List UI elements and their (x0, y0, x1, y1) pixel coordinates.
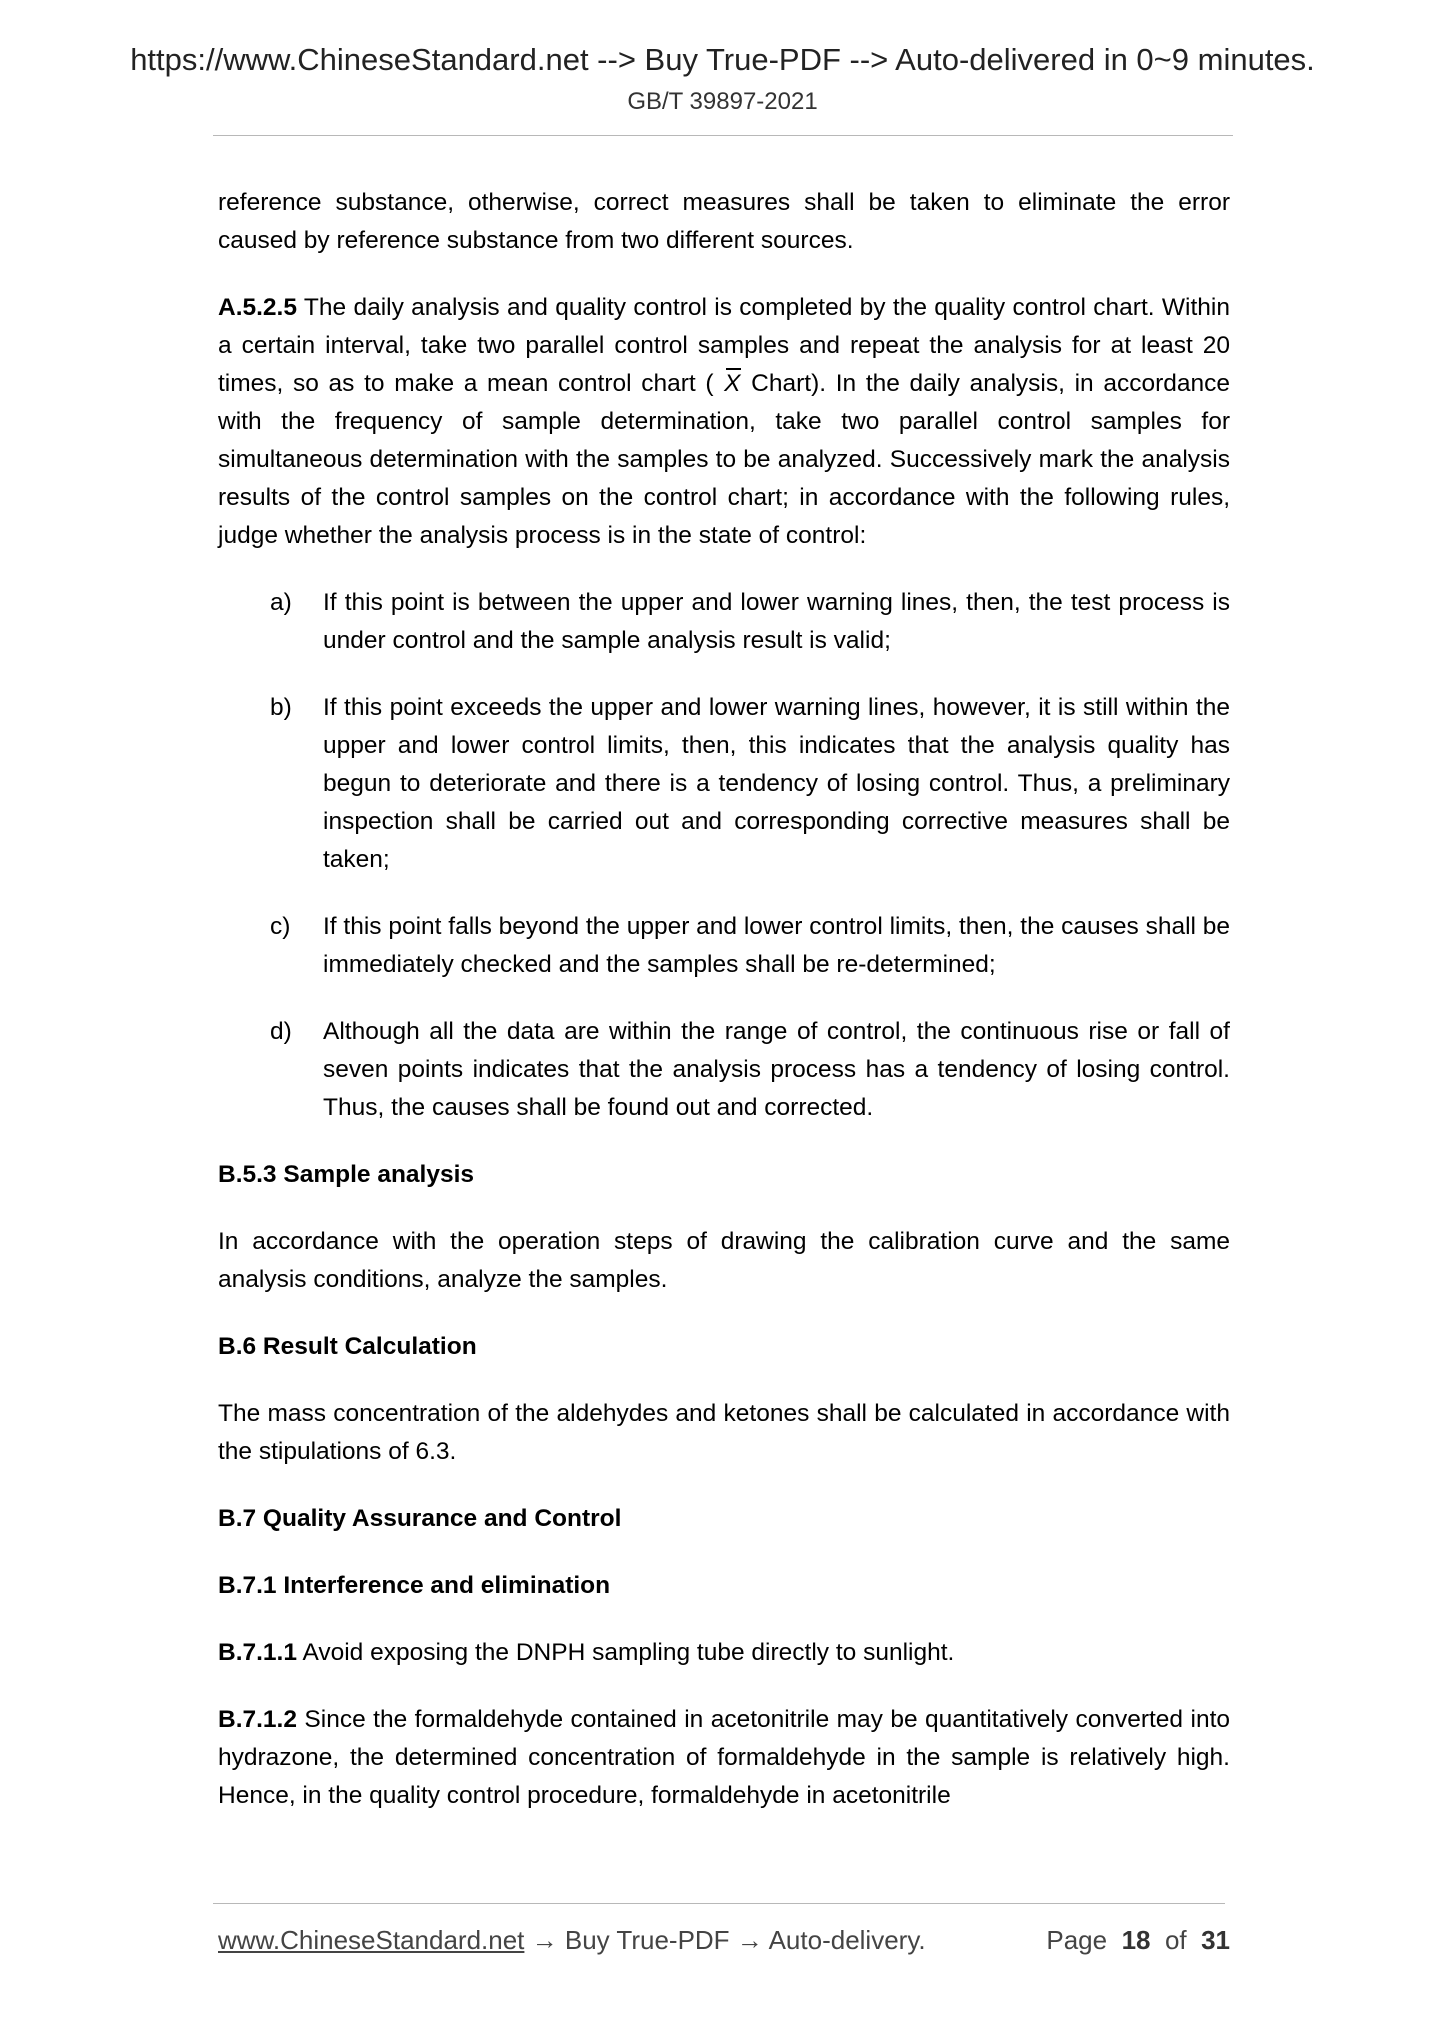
list-item (218, 1013, 1230, 1127)
clause-b711 (218, 1634, 1230, 1672)
document-body (218, 184, 1230, 1815)
footer-arrow: → (524, 1925, 565, 1955)
total-pages: 31 (1201, 1925, 1230, 1955)
of-word: of (1164, 1925, 1187, 1955)
footer-delivery-text: Auto-delivery. (768, 1925, 926, 1955)
clause-text: Avoid exposing the DNPH sampling tube directly to sunlight. (297, 1639, 955, 1666)
header-url-line: https://www.ChineseStandard.net --> Buy True-PDF --> Auto-delivered in 0~9 minutes. (130, 42, 1315, 77)
list-item-text: If this point falls beyond the upper and lower control limits, then, the causes shall be immediately checked and the samples shall be re-determined; (323, 913, 1231, 978)
clause-text-part1: The daily analysis and quality control is completed by the quality control chart. Within a certain interval, take two parallel control samples and repeat the analysis for at least 20 times, so as to make a mean control chart ( (218, 294, 1230, 397)
paragraph-b6: The mass concentration of the aldehydes and ketones shall be calculated in accordance with the stipulations of 6.3. (218, 1400, 1230, 1465)
clause-number: A.5.2.5 (218, 294, 297, 321)
heading-b53: B.5.3 Sample analysis (218, 1161, 475, 1188)
page-word: Page (1046, 1925, 1108, 1955)
page-number (1046, 1920, 1230, 1960)
clause-b712 (218, 1701, 1230, 1815)
list-item-text: If this point exceeds the upper and lower warning lines, however, it is still within the upper and lower control limits, then, this indicates that the analysis quality has begun to deteriorate and there is a tendency of losing control. Thus, a preliminary inspection shall be carried out and corresponding corrective measures shall be taken; (323, 694, 1230, 873)
footer-divider (213, 1903, 1225, 1904)
clause-a525 (218, 289, 1230, 555)
list-item (218, 584, 1230, 660)
clause-number: B.7.1.2 (218, 1706, 297, 1733)
footer-site-link[interactable]: www.ChineseStandard.net (218, 1925, 525, 1955)
current-page: 18 (1121, 1925, 1151, 1955)
list-marker: b) (270, 694, 292, 721)
continuation-paragraph: reference substance, otherwise, correct measures shall be taken to eliminate the error caused by reference substance from two different sources. (218, 189, 1230, 254)
clause-text-part2: Chart). In the daily analysis, in accordance with the frequency of sample determination, take two parallel control samples for simultaneous determination with the samples to be analyzed. Successively mark the analysis results of the control samples on the control chart; in accordance with the following rules, judge whether the analysis process is in the state of control: (218, 370, 1230, 549)
list-marker: c) (270, 913, 291, 940)
control-rules-list (218, 584, 1230, 1127)
clause-number: B.7.1.1 (218, 1639, 297, 1666)
heading-b71: B.7.1 Interference and elimination (218, 1572, 611, 1599)
header-divider (213, 135, 1233, 136)
x-bar-symbol: X (723, 365, 741, 403)
paragraph-b53: In accordance with the operation steps of drawing the calibration curve and the same analysis conditions, analyze the samples. (218, 1228, 1230, 1293)
list-item (218, 908, 1230, 984)
heading-b6: B.6 Result Calculation (218, 1333, 477, 1360)
page-footer (218, 1920, 1230, 1960)
footer-arrow: → (729, 1925, 769, 1955)
list-item-text: If this point is between the upper and lower warning lines, then, the test process is under control and the sample analysis result is valid; (323, 589, 1230, 654)
heading-b7: B.7 Quality Assurance and Control (218, 1505, 622, 1532)
list-marker: a) (270, 589, 292, 616)
list-item (218, 689, 1230, 879)
list-marker: d) (270, 1018, 292, 1045)
footer-buy-text: Buy True-PDF (564, 1925, 730, 1955)
clause-text: Since the formaldehyde contained in acetonitrile may be quantitatively converted into hydrazone, the determined concentration of formaldehyde in the sample is relatively high. Hence, in the quality control procedure, formaldehyde in acetonitrile (218, 1706, 1230, 1809)
header-standard-number: GB/T 39897-2021 (627, 88, 818, 115)
list-item-text: Although all the data are within the range of control, the continuous rise or fall of seven points indicates that the analysis process has a tendency of losing control. Thus, the causes shall be found out and corrected. (323, 1018, 1230, 1121)
